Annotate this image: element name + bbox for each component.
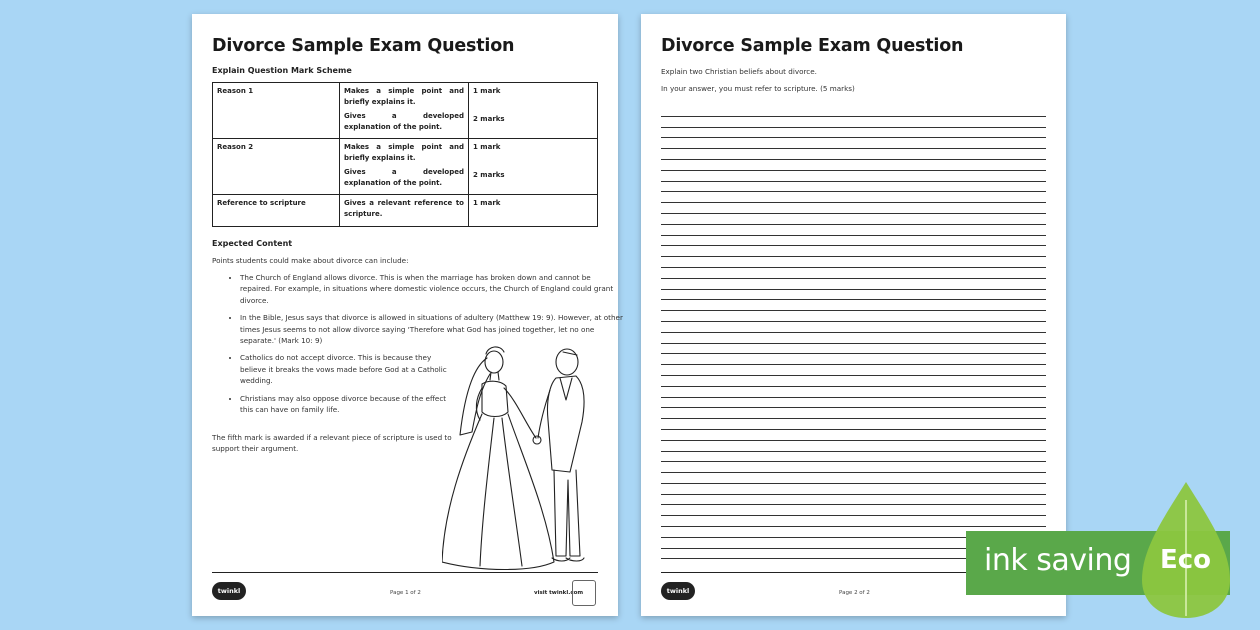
- answer-line[interactable]: [661, 225, 1046, 236]
- answer-line[interactable]: [661, 333, 1046, 344]
- descriptor-text: Gives a developed explanation of the point.: [344, 112, 464, 131]
- list-item: • Christians may also oppose divorce because of the effect this can have on family life.: [240, 393, 455, 416]
- answer-line[interactable]: [661, 441, 1046, 452]
- answer-line[interactable]: [661, 182, 1046, 193]
- criterion-cell: Reference to scripture: [213, 195, 340, 227]
- list-item: • The Church of England allows divorce. This is when the marriage has broken down and cannot be repaired. For example, in situations where domestic violence occurs, the Church of England could grant divorce.: [240, 272, 625, 306]
- descriptor-cell: [340, 83, 469, 139]
- answer-line[interactable]: [661, 311, 1046, 322]
- instruction-text: In your answer, you must refer to scripture. (5 marks): [661, 84, 855, 93]
- answer-line[interactable]: [661, 430, 1046, 441]
- answer-line[interactable]: [661, 408, 1046, 419]
- twinkl-logo: twinkl: [212, 582, 246, 600]
- page-number: Page 1 of 2: [390, 590, 421, 596]
- answer-line[interactable]: [661, 128, 1046, 139]
- marks-text: 1 mark: [473, 143, 501, 151]
- answer-line[interactable]: [661, 149, 1046, 160]
- answer-line[interactable]: [661, 117, 1046, 128]
- answer-line[interactable]: [661, 473, 1046, 484]
- mark-scheme-heading: Explain Question Mark Scheme: [212, 66, 352, 75]
- descriptor-text: Gives a developed explanation of the point.: [344, 168, 464, 187]
- answer-line[interactable]: [661, 106, 1046, 117]
- descriptor-text: Makes a simple point and briefly explains it.: [344, 143, 464, 162]
- marks-text: 2 marks: [473, 171, 505, 179]
- answer-line[interactable]: [661, 495, 1046, 506]
- table-row: [213, 83, 598, 139]
- question-text: Explain two Christian beliefs about divorce.: [661, 67, 817, 76]
- descriptor-cell: [340, 195, 469, 227]
- marks-cell: [469, 195, 598, 227]
- marks-cell: [469, 83, 598, 139]
- answer-line[interactable]: [661, 505, 1046, 516]
- descriptor-text: Makes a simple point and briefly explains it.: [344, 87, 464, 106]
- answer-line[interactable]: [661, 462, 1046, 473]
- answer-line[interactable]: [661, 376, 1046, 387]
- list-item: • Catholics do not accept divorce. This is because they believe it breaks the vows made before God at a Catholic wedding.: [240, 352, 455, 386]
- answer-line[interactable]: [661, 214, 1046, 225]
- answer-line[interactable]: [661, 365, 1046, 376]
- document-page-1: [192, 14, 623, 616]
- list-item: • In the Bible, Jesus says that divorce is allowed in situations of adultery (Matthew 19: 9). However, at other times Jesus seems to not allow divorce saying 'Therefore what God has joined together, let no one separate.' (Mark 10: 9): [240, 312, 625, 346]
- answer-line[interactable]: [661, 322, 1046, 333]
- document-page-2: [641, 14, 1066, 616]
- answer-line[interactable]: [661, 203, 1046, 214]
- ink-saving-text: ink saving: [984, 543, 1132, 578]
- fifth-mark-text: The fifth mark is awarded if a relevant piece of scripture is used to support their argument.: [212, 433, 452, 454]
- descriptor-cell: [340, 139, 469, 195]
- criterion-cell: Reason 2: [213, 139, 340, 195]
- page-title: Divorce Sample Exam Question: [661, 36, 964, 56]
- table-row: [213, 139, 598, 195]
- criterion-cell: Reason 1: [213, 83, 340, 139]
- table-row: [213, 195, 598, 227]
- eco-label: Eco: [1160, 545, 1212, 575]
- answer-line[interactable]: [661, 279, 1046, 290]
- descriptor-text: Gives a relevant reference to scripture.: [344, 199, 464, 218]
- answer-line[interactable]: [661, 246, 1046, 257]
- answer-line[interactable]: [661, 419, 1046, 430]
- answer-line[interactable]: [661, 268, 1046, 279]
- answer-lines[interactable]: [661, 106, 1046, 559]
- marks-text: 1 mark: [473, 87, 501, 95]
- answer-line[interactable]: [661, 516, 1046, 527]
- page-title: Divorce Sample Exam Question: [212, 36, 515, 56]
- marks-text: 2 marks: [473, 115, 505, 123]
- marks-text: 1 mark: [473, 199, 501, 207]
- answer-line[interactable]: [661, 236, 1046, 247]
- answer-line[interactable]: [661, 354, 1046, 365]
- twinkl-logo: twinkl: [661, 582, 695, 600]
- answer-line[interactable]: [661, 398, 1046, 409]
- answer-line[interactable]: [661, 192, 1046, 203]
- marks-cell: [469, 139, 598, 195]
- answer-line[interactable]: [661, 290, 1046, 301]
- wedding-couple-illustration: [442, 340, 602, 572]
- answer-line[interactable]: [661, 452, 1046, 463]
- mark-scheme-table: [212, 82, 598, 227]
- answer-line[interactable]: [661, 387, 1046, 398]
- intro-text: Points students could make about divorce can include:: [212, 256, 409, 265]
- answer-line[interactable]: [661, 138, 1046, 149]
- quality-badge-icon: [572, 580, 596, 606]
- page-number: Page 2 of 2: [839, 590, 870, 596]
- visit-link[interactable]: visit twinkl.com: [534, 590, 584, 596]
- footer-divider: [212, 572, 598, 573]
- answer-line[interactable]: [661, 300, 1046, 311]
- answer-line[interactable]: [661, 484, 1046, 495]
- answer-line[interactable]: [661, 171, 1046, 182]
- answer-line[interactable]: [661, 344, 1046, 355]
- answer-line[interactable]: [661, 257, 1046, 268]
- answer-line[interactable]: [661, 160, 1046, 171]
- expected-content-heading: Expected Content: [212, 239, 293, 248]
